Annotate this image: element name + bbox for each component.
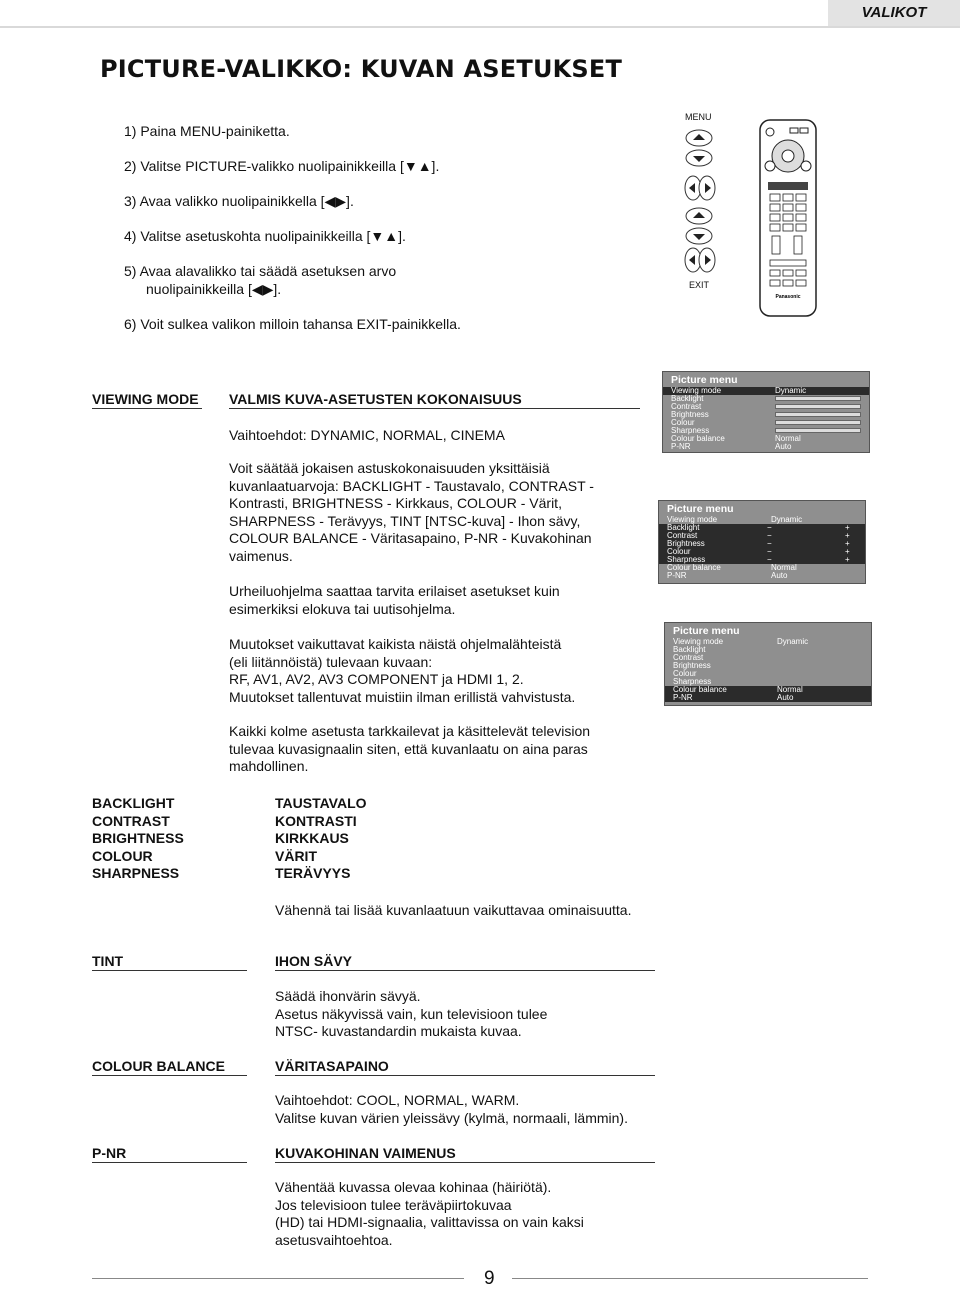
menu-row-colour-balance: Colour balance Normal [665, 686, 871, 694]
menu-row-contrast: Contrast − + [659, 532, 865, 540]
viewing-mode-heading: VALMIS KUVA-ASETUSTEN KOKONAISUUS [229, 391, 522, 407]
menu-row-sharpness: Sharpness [663, 427, 869, 435]
tint-label: TINT [92, 953, 124, 969]
menu-row-colour-balance: Colour balance Normal [671, 434, 801, 443]
step-5-cont: nuolipainikkeilla [◀▶]. [146, 281, 282, 297]
menu-row-pnr: P-NR Auto [665, 694, 871, 702]
menu-row-brightness: Brightness − + [659, 540, 865, 548]
step-2: 2) Valitse PICTURE-valikko nuolipainikkeilla [▼▲]. [124, 158, 440, 174]
colour-balance-heading: VÄRITASAPAINO [275, 1058, 389, 1074]
viewing-mode-label: VIEWING MODE [92, 391, 199, 407]
section-tab: VALIKOT [828, 0, 960, 26]
menu-row-viewing-mode: Viewing mode Dynamic [663, 387, 869, 395]
menu-row-sharpness: Sharpness [673, 677, 712, 686]
menu-row-backlight: Backlight − + [659, 524, 865, 532]
step-5: 5) Avaa alavalikko tai säädä asetuksen arvo [124, 263, 397, 279]
menu-row-colour: Colour [663, 419, 869, 427]
step-3: 3) Avaa valikko nuolipainikkella [◀▶]. [124, 193, 354, 209]
menu-title: Picture menu [667, 503, 734, 515]
menu-row-brightness: Brightness [673, 661, 711, 670]
viewing-mode-paragraph-3: Muutokset vaikuttavat kaikista näistä ohjelmalähteistä (eli liitännöistä) tulevaan kuvaan: RF, AV1, AV2, AV3 COMPONENT ja HDMI 1, 2. Muutokset tallentuvat muistiin ilman erillistä vahvistusta. [229, 636, 576, 705]
picture-menu-screenshot-3 [664, 622, 872, 706]
label-underline [92, 1075, 247, 1076]
menu-row-viewing-mode: Viewing mode Dynamic [673, 637, 809, 646]
heading-underline [275, 1075, 655, 1076]
colour-balance-description: Vaihtoehdot: COOL, NORMAL, WARM. Valitse kuvan värien yleissävy (kylmä, normaali, lämmin). [275, 1092, 628, 1126]
remote-brand: Panasonic [775, 294, 801, 300]
pnr-description: Vähentää kuvassa olevaa kohinaa (häiriötä). Jos televisioon tulee teräväpiirtokuvaa (HD) tai HDMI-signaalia, valittavissa on vain kaksi asetusvaihtoehtoa. [275, 1179, 584, 1248]
menu-row-colour-balance: Colour balance Normal [667, 563, 797, 572]
remote-control-icon [758, 118, 818, 318]
step-4: 4) Valitse asetuskohta nuolipainikkeilla [▼▲]. [124, 228, 406, 244]
menu-row-pnr: P-NR Auto [667, 571, 788, 580]
menu-row-backlight: Backlight [673, 645, 706, 654]
heading-underline [275, 1162, 655, 1163]
colour-balance-label: COLOUR BALANCE [92, 1058, 225, 1074]
label-underline [92, 408, 202, 409]
label-underline [92, 1162, 247, 1163]
page-title: PICTURE-VALIKKO: KUVAN ASETUKSET [100, 55, 623, 83]
tint-heading: IHON SÄVY [275, 953, 353, 969]
adjust-description: Vähennä tai lisää kuvanlaatuun vaikuttavaa ominaisuutta. [275, 902, 632, 918]
menu-row-colour: Colour [673, 669, 697, 678]
adjust-names: TAUSTAVALO KONTRASTI KIRKKAUS VÄRIT TERÄVYYS [275, 795, 367, 881]
pnr-label: P-NR [92, 1145, 127, 1161]
picture-menu-screenshot-2 [658, 500, 866, 584]
tint-description: Säädä ihonvärin sävyä. Asetus näkyvissä vain, kun televisioon tulee NTSC- kuvastandardin mukaista kuvaa. [275, 988, 548, 1039]
step-6: 6) Voit sulkea valikon milloin tahansa EXIT-painikkella. [124, 316, 461, 332]
viewing-mode-options: Vaihtoehdot: DYNAMIC, NORMAL, CINEMA [229, 427, 505, 443]
menu-title: Picture menu [673, 625, 740, 637]
section-header [0, 0, 960, 28]
viewing-mode-paragraph-1: Voit säätää jokaisen astuskokonaisuuden yksittäisiä kuvanlaatuarvoja: BACKLIGHT - Taustavalo, CONTRAST - Kontrasti, BRIGHTNESS - Kirkkaus, COLOUR - Värit, SHARPNESS - Terävyys, TINT [NTSC-kuva] - Ihon sävy, COLOUR BALANCE - Väritasapaino, P-NR - Kuvakohinan vaimenus. [229, 460, 594, 564]
picture-menu-screenshot-1 [662, 371, 870, 453]
menu-row-sharpness: Sharpness − + [659, 556, 865, 564]
header-rule [0, 26, 960, 28]
menu-row-colour: Colour − + [659, 548, 865, 556]
menu-row-pnr: P-NR Auto [671, 442, 792, 451]
heading-underline [229, 408, 640, 409]
menu-button-label: MENU [685, 112, 712, 122]
adjust-labels: BACKLIGHT CONTRAST BRIGHTNESS COLOUR SHARPNESS [92, 795, 184, 881]
menu-row-contrast: Contrast [663, 403, 869, 411]
page-number: 9 [484, 1268, 495, 1289]
step-1: 1) Paina MENU-painiketta. [124, 123, 290, 139]
footer-rule-left [92, 1278, 464, 1279]
viewing-mode-paragraph-2: Urheiluohjelma saattaa tarvita erilaiset asetukset kuin esimerkiksi elokuva tai uutisohjelma. [229, 583, 560, 617]
heading-underline [275, 970, 655, 971]
exit-button-label: EXIT [689, 280, 710, 290]
arrow-buttons-icon [683, 126, 723, 276]
viewing-mode-paragraph-4: Kaikki kolme asetusta tarkkailevat ja käsittelevät television tulevaa kuvasignaalin siten, että kuvanlaatu on aina paras mahdollinen. [229, 723, 591, 774]
menu-row-contrast: Contrast [673, 653, 704, 662]
menu-row-brightness: Brightness [663, 411, 869, 419]
pnr-heading: KUVAKOHINAN VAIMENUS [275, 1145, 456, 1161]
label-underline [92, 970, 247, 971]
menu-row-backlight: Backlight [663, 395, 869, 403]
menu-title: Picture menu [671, 374, 738, 386]
footer-rule-right [512, 1278, 868, 1279]
menu-row-viewing-mode: Viewing mode Dynamic [667, 515, 803, 524]
